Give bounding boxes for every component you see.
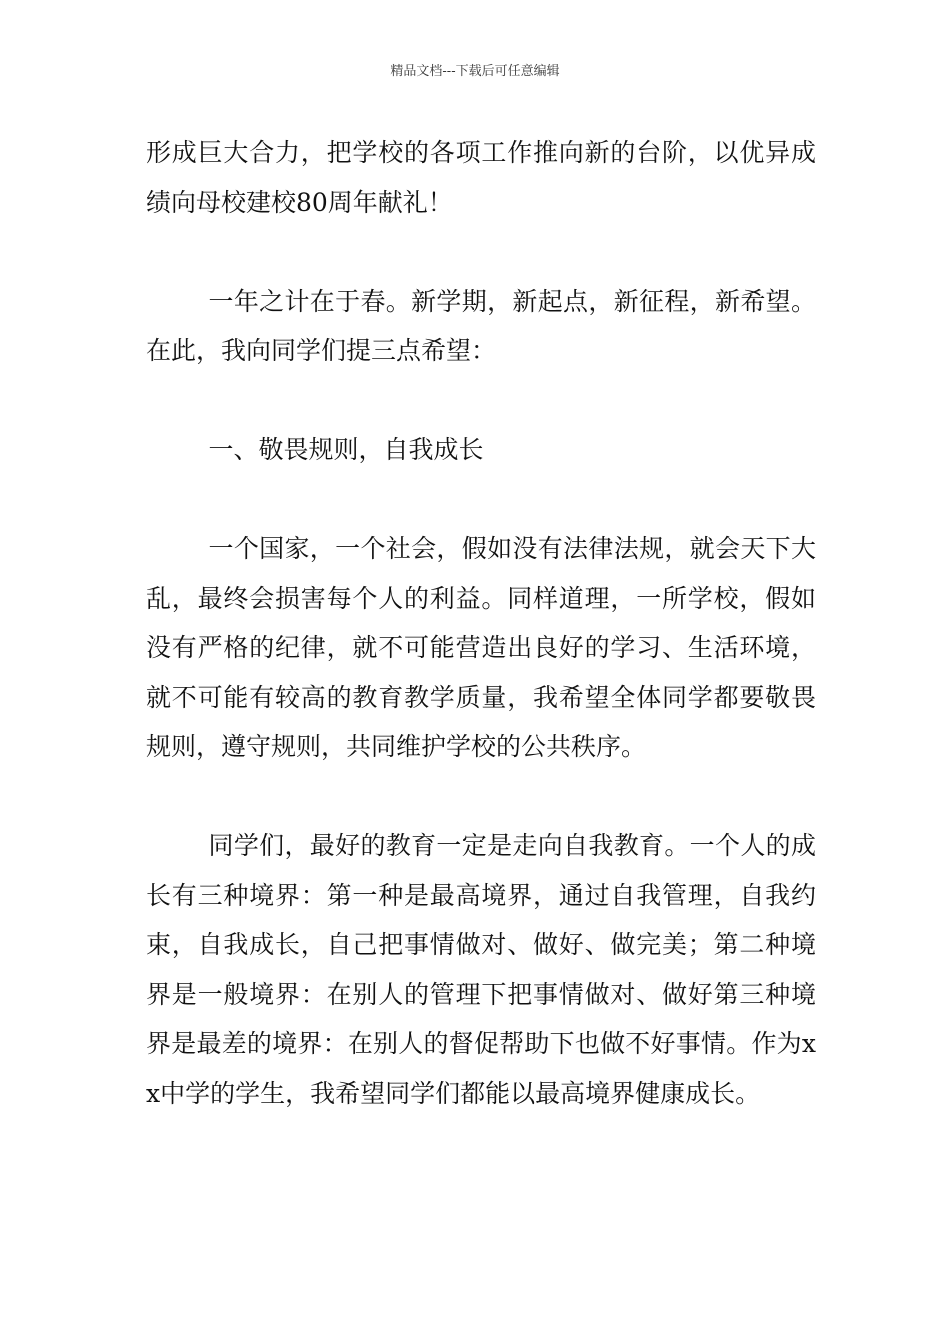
paragraph-continuation: 形成巨大合力，把学校的各项工作推向新的台阶，以优异成绩向母校建校80周年献礼！ [146, 138, 816, 217]
paragraph-new-term: 一年之计在于春。新学期，新起点，新征程，新希望。在此，我向同学们提三点希望： [146, 286, 816, 365]
document-body [146, 128, 816, 1118]
paragraph-self-education: 同学们，最好的教育一定是走向自我教育。一个人的成长有三种境界：第一种是最高境界，通过自我管理，自我约束，自我成长，自己把事情做对、做好、做完美；第二种境界是一般境界：在别人的管理下把事情做对、做好第三种境界是最差的境界：在别人的督促帮助下也做不好事情。作为xx中学的学生，我希望同学们都能以最高境界健康成长。 [146, 831, 816, 1108]
section-heading-rules: 一、敬畏规则，自我成长 [208, 435, 484, 464]
page-header: 精品文档---下载后可任意编辑 [390, 64, 560, 79]
paragraph-rules: 一个国家，一个社会，假如没有法律法规，就会天下大乱，最终会损害每个人的利益。同样道理，一所学校，假如没有严格的纪律，就不可能营造出良好的学习、生活环境，就不可能有较高的教育教学质量，我希望全体同学都要敬畏规则，遵守规则，共同维护学校的公共秩序。 [146, 534, 816, 761]
